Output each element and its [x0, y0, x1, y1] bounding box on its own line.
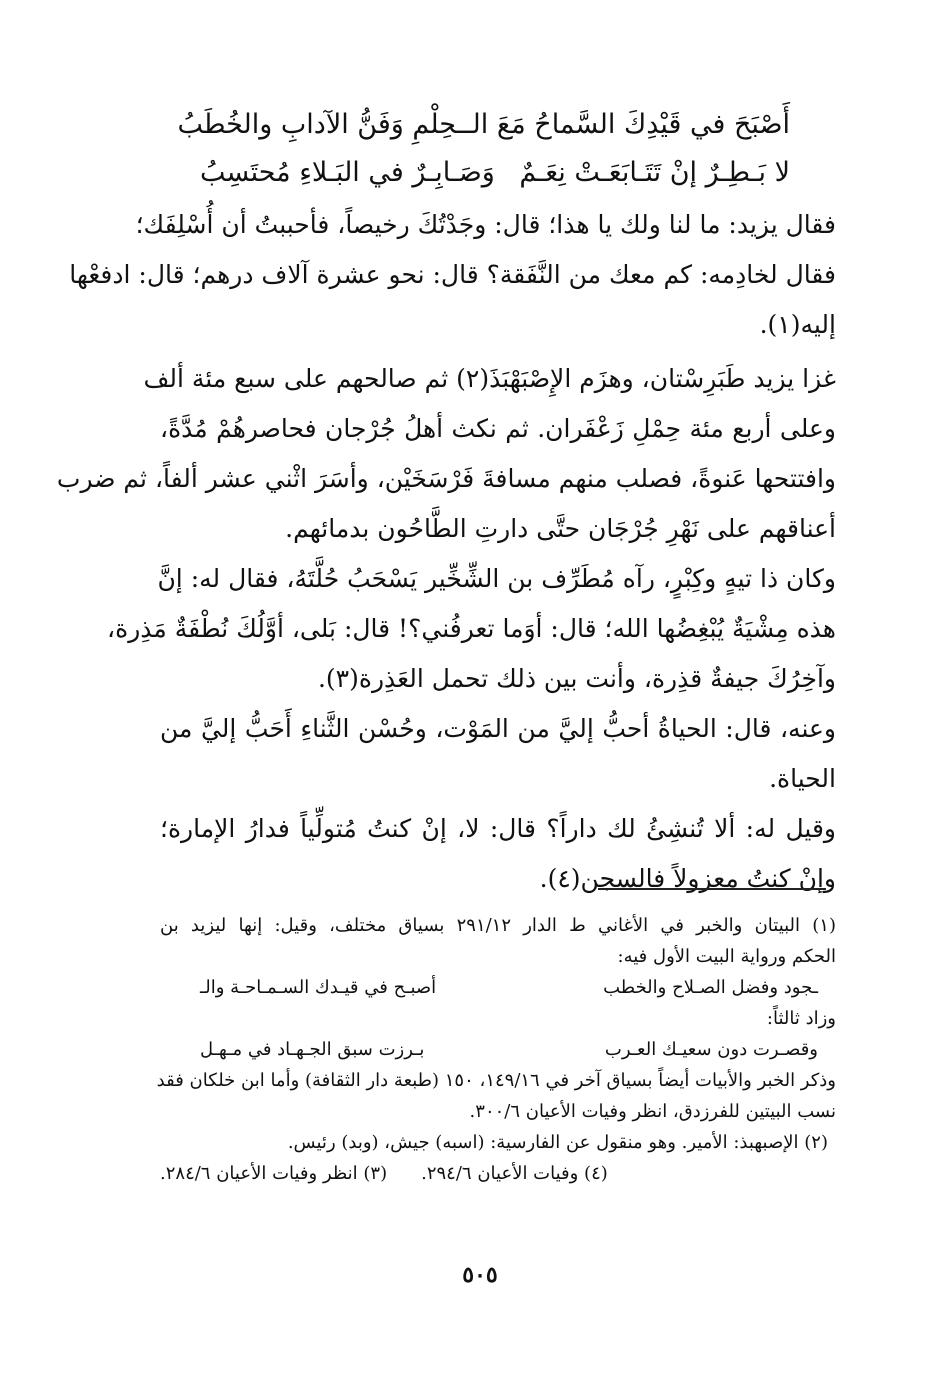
paragraph [69, 200, 836, 350]
verse-first-hemistich: لا بَـطِـرٌ إنْ تَتَـابَعَـتْ نِعَـمٌ [519, 156, 790, 188]
footnote-verse-second: وقصـرت دون سعيـك العـرب [604, 1039, 818, 1060]
footnote-1-line: وذكر الخبر والأبيات أيضاً بسياق آخر في ١٤٩/١٦، ١٥٠ (طبعة دار الثقافة) وأما ابن خلكان فقد [156, 1070, 836, 1091]
text-line: فقال يزيد: ما لنا ولك يا هذا؛ قال: وجَدْتُكَ رخيصاً، فأحببتُ أن أُسْلِفَك؛ [135, 210, 836, 239]
text-line: وآخِرُكَ جيفةٌ قذِرة، وأنت بين ذلك تحمل العَذِرة(٣). [317, 664, 836, 693]
text-line: وإنْ كنتُ معزولاً فالسجن(٤). [539, 864, 836, 893]
footnote-3: (٣) انظر وفيات الأعيان ٢٨٤/٦. [160, 1163, 388, 1184]
verse-second-hemistich: وَصَـابِـرٌ في البَـلاءِ مُحتَسِبُ [200, 156, 495, 188]
verse-line [177, 100, 790, 148]
footnote-separator [598, 888, 826, 890]
footnote-verse-second: ـجود وفضل الصـلاح والخطب [603, 977, 818, 998]
text-line: أعناقهم على نَهْرِ جُرْجَان حتَّى دارتِ الطَّاحُون بدمائهم. [285, 514, 836, 543]
text-line: وعلى أربع مئة حِمْلِ زَعْفَران. ثم نكث أهلُ جُرْجان فحاصرهُمْ مُدَّةً، [160, 414, 836, 443]
footnote-2: (٢) الإصبهبذ: الأمير. وهو منقول عن الفارسية: (اسبه) جيش، (وبد) رئيس. [287, 1132, 828, 1153]
paragraph [160, 704, 836, 804]
footnote-verse-first: بـرزت سبق الجـهـاد في مـهـل [200, 1039, 425, 1060]
footnote-1-line: (١) البيتان والخبر في الأغاني ط الدار ٢٩١/١٢ بسياق مختلف، وقيل: إنها ليزيد بن [160, 915, 836, 936]
paragraph [107, 554, 836, 704]
text-line: وقيل له: ألا تُنشِئُ لك داراً؟ قال: لا، إنْ كنتُ مُتولِّياً فدارُ الإمارة؛ [160, 814, 836, 843]
footnote-verse [160, 1034, 836, 1065]
page-number: ٥٠٥ [462, 1262, 498, 1288]
text-line: وافتتحها عَنوةً، فصلب منهم مسافةَ فَرْسَخَيْن، وأسَرَ اثْني عشر ألفاً، ثم ضرب [56, 464, 836, 493]
footnote-verse-first: أصبـح في قيـدك السـمـاحـة والـ [200, 977, 437, 998]
text-line: هذه مِشْيَةٌ يُبْغِضُها الله؛ قال: أوَما تعرفُني؟! قال: بَلى، أوَّلُكَ نُطْفَةٌ مَذِرة، [107, 614, 836, 643]
footnote-row [160, 1158, 836, 1189]
verse-first-hemistich: أَصْبَحَ في قَيْدِكَ السَّماحُ مَعَ الـ [464, 108, 790, 140]
footnote-1-line: وزاد ثالثاً: [766, 1008, 836, 1029]
text-line: فقال لخادِمه: كم معك من النَّفَقة؟ قال: نحو عشرة آلاف درهم؛ قال: ادفعْها [69, 260, 836, 289]
footnote-1-line: نسب البيتين للفرزدق، انظر وفيات الأعيان ٣٠٠/٦. [469, 1101, 836, 1122]
text-line: الحياة. [769, 764, 836, 793]
text-line: وعنه، قال: الحياةُ أحبُّ إليَّ من المَوْت، وحُسْن الثَّناءِ أَحَبُّ إليَّ من [160, 714, 836, 743]
footnote-verse [160, 972, 836, 1003]
footnotes [156, 910, 836, 1189]
paragraph [56, 354, 836, 554]
main-text [56, 200, 836, 904]
footnote-1-line: الحكم ورواية البيت الأول فيه: [617, 946, 836, 967]
text-line: غزا يزيد طَبَرِسْتان، وهزَم الإِصْبَهْبَذَ(٢) ثم صالحهم على سبع مئة ألف [143, 364, 836, 393]
text-line: وكان ذا تيهٍ وكِبْرٍ، رآه مُطَرِّف بن الشِّخِّير يَسْحَبُ حُلَّتَهُ، فقال له: إنَّ [157, 564, 836, 593]
footnote-4: (٤) وفيات الأعيان ٢٩٤/٦. [421, 1163, 608, 1184]
verse-line [200, 148, 790, 196]
text-line: إليه(١). [759, 310, 836, 339]
poem-verses [177, 100, 790, 196]
verse-second-hemistich: ـحِلْمِ وَفَنُّ الآدابِ والخُطَبُ [177, 108, 465, 140]
